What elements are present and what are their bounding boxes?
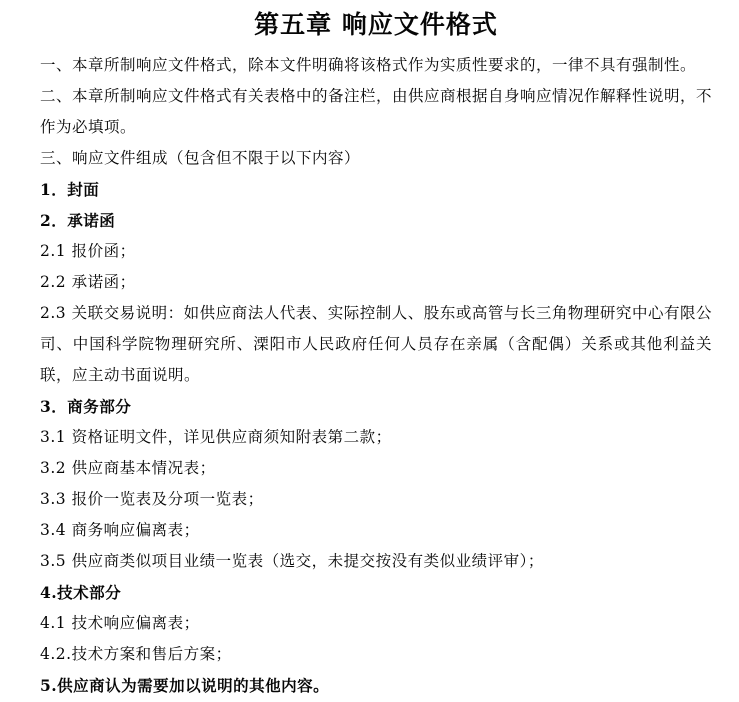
paragraph: 3.4 商务响应偏离表； — [40, 521, 200, 539]
paragraph: 二、本章所制响应文件格式有关表格中的备注栏，由供应商根据自身响应情况作解释性说明，不作为必填项。 — [40, 87, 713, 136]
paragraph: 2.3 关联交易说明：如供应商法人代表、实际控制人、股东或高管与长三角物理研究中心有限公司、中国科学院物理研究所、溧阳市人民政府任何人员存在亲属（含配偶）关系或其他利益关联，应主动书面说明。 — [40, 304, 712, 384]
paragraph: 4.2.技术方案和售后方案； — [40, 645, 232, 663]
paragraph: 4.技术部分 — [40, 583, 122, 602]
paragraph: 2．承诺函 — [40, 211, 116, 230]
paragraph: 3.5 供应商类似项目业绩一览表（选交，未提交按没有类似业绩评审）； — [40, 552, 544, 570]
paragraph: 3．商务部分 — [40, 397, 132, 416]
document-body — [0, 50, 739, 701]
paragraph: 1．封面 — [40, 180, 100, 199]
paragraph: 3.1 资格证明文件，详见供应商须知附表第二款； — [40, 428, 392, 446]
paragraph: 5.供应商认为需要加以说明的其他内容。 — [40, 676, 330, 695]
paragraph: 2.1 报价函； — [40, 242, 136, 260]
paragraph: 3.2 供应商基本情况表； — [40, 459, 216, 477]
paragraph: 2.2 承诺函； — [40, 273, 136, 291]
paragraph: 三、响应文件组成（包含但不限于以下内容） — [40, 149, 361, 167]
paragraph: 3.3 报价一览表及分项一览表； — [40, 490, 264, 508]
paragraph: 一、本章所制响应文件格式，除本文件明确将该格式作为实质性要求的，一律不具有强制性。 — [40, 56, 697, 74]
paragraph: 4.1 技术响应偏离表； — [40, 614, 200, 632]
page-title: 第五章 响应文件格式 — [254, 10, 498, 39]
